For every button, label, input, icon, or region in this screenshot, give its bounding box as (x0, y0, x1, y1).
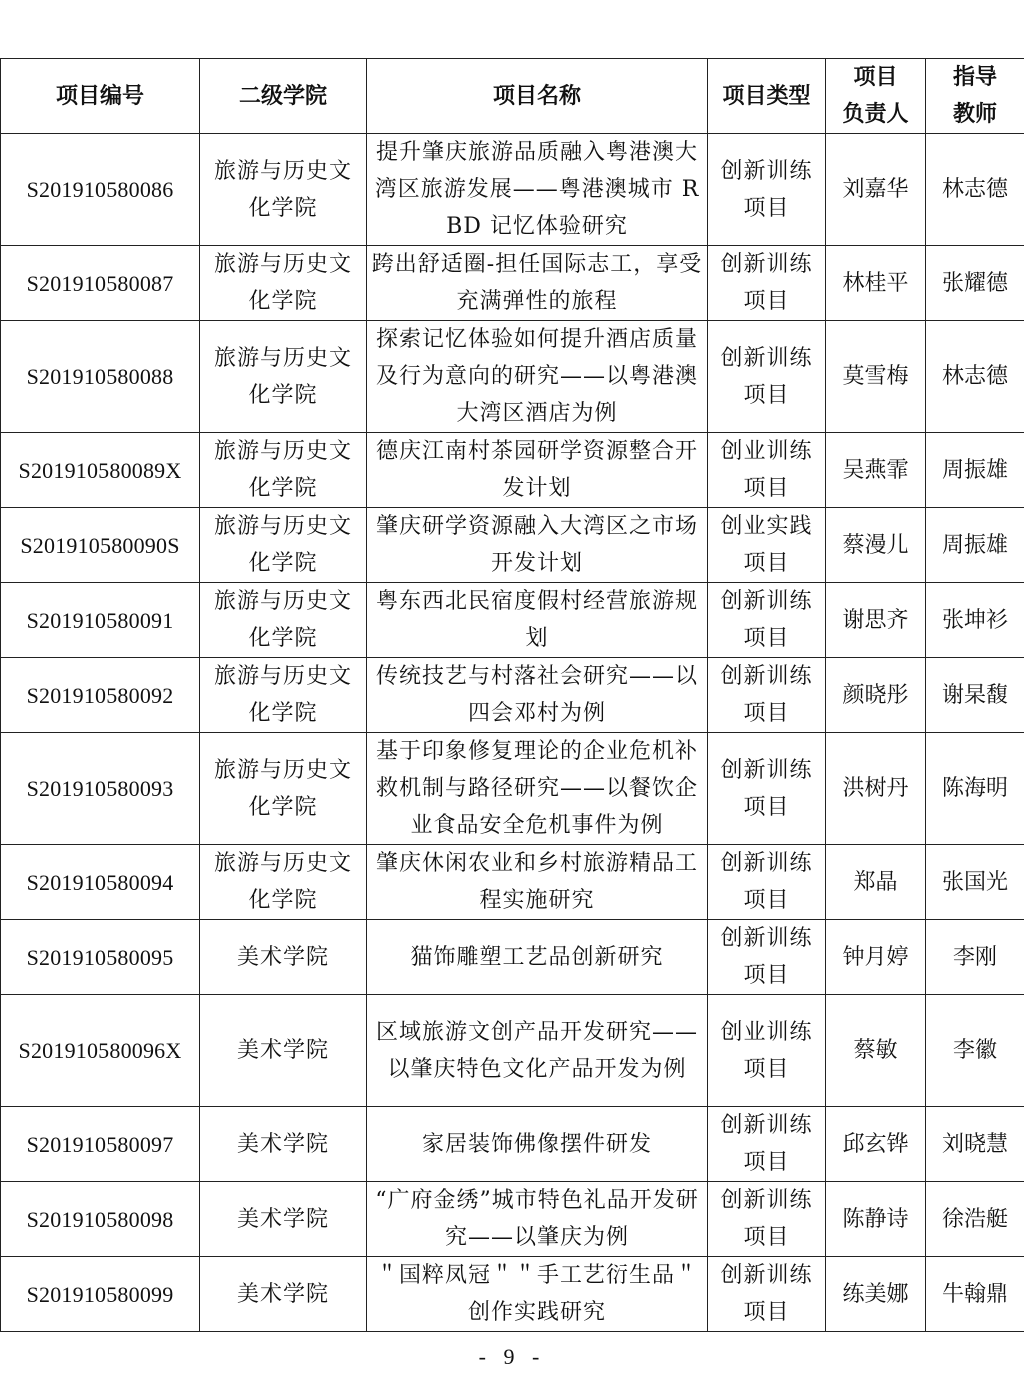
table-header-row (1, 59, 1024, 134)
project-name: 猫饰雕塑工艺品创新研究 (367, 920, 708, 995)
project-name: 粤东西北民宿度假村经营旅游规划 (367, 583, 708, 658)
project-code: S201910580096X (1, 995, 200, 1107)
college-name: 美术学院 (200, 920, 367, 995)
project-code: S201910580089X (1, 433, 200, 508)
table-row (1, 134, 1024, 246)
advisor-teacher: 林志德 (926, 134, 1024, 246)
advisor-teacher: 周振雄 (926, 508, 1024, 583)
project-leader: 林桂平 (826, 246, 926, 321)
project-name: 区域旅游文创产品开发研究——以肇庆特色文化产品开发为例 (367, 995, 708, 1107)
project-name: 家居装饰佛像摆件研发 (367, 1107, 708, 1182)
college-name: 美术学院 (200, 995, 367, 1107)
project-leader: 钟月婷 (826, 920, 926, 995)
project-name: 提升肇庆旅游品质融入粤港澳大湾区旅游发展——粤港澳城市 RBD 记忆体验研究 (367, 134, 708, 246)
advisor-teacher: 张国光 (926, 845, 1024, 920)
project-table (0, 58, 1024, 1332)
project-code: S201910580086 (1, 134, 200, 246)
project-code: S201910580087 (1, 246, 200, 321)
advisor-teacher: 张坤衫 (926, 583, 1024, 658)
table-row (1, 920, 1024, 995)
college-name: 旅游与历史文化学院 (200, 321, 367, 433)
advisor-teacher: 李徽 (926, 995, 1024, 1107)
project-name: 传统技艺与村落社会研究——以四会邓村为例 (367, 658, 708, 733)
project-type: 创新训练项目 (708, 134, 826, 246)
project-name: “广府金绣”城市特色礼品开发研究——以肇庆为例 (367, 1182, 708, 1257)
page-number: - 9 - (478, 1344, 546, 1369)
college-name: 旅游与历史文化学院 (200, 134, 367, 246)
project-leader: 莫雪梅 (826, 321, 926, 433)
project-type: 创新训练项目 (708, 920, 826, 995)
project-leader: 谢思齐 (826, 583, 926, 658)
advisor-teacher: 张耀德 (926, 246, 1024, 321)
advisor-teacher: 谢杲馥 (926, 658, 1024, 733)
header-leader-line2: 负责人 (842, 101, 909, 127)
project-code: S201910580099 (1, 1257, 200, 1332)
table-row (1, 321, 1024, 433)
project-code: S201910580094 (1, 845, 200, 920)
header-teacher-line2: 教师 (952, 101, 997, 127)
project-name: 肇庆研学资源融入大湾区之市场开发计划 (367, 508, 708, 583)
project-leader: 颜晓彤 (826, 658, 926, 733)
table-row (1, 1182, 1024, 1257)
table-row (1, 433, 1024, 508)
project-type: 创新训练项目 (708, 1107, 826, 1182)
college-name: 旅游与历史文化学院 (200, 583, 367, 658)
project-type: 创新训练项目 (708, 321, 826, 433)
table-row (1, 995, 1024, 1107)
project-code: S201910580091 (1, 583, 200, 658)
header-college: 二级学院 (200, 59, 367, 134)
table-row (1, 733, 1024, 845)
project-leader: 练美娜 (826, 1257, 926, 1332)
project-code: S201910580097 (1, 1107, 200, 1182)
college-name: 美术学院 (200, 1182, 367, 1257)
project-type: 创新训练项目 (708, 246, 826, 321)
college-name: 美术学院 (200, 1257, 367, 1332)
project-leader: 邱玄铧 (826, 1107, 926, 1182)
project-type: 创新训练项目 (708, 733, 826, 845)
project-type: 创业实践项目 (708, 508, 826, 583)
table-row (1, 246, 1024, 321)
project-type: 创业训练项目 (708, 433, 826, 508)
project-leader: 郑晶 (826, 845, 926, 920)
project-type: 创业训练项目 (708, 995, 826, 1107)
project-code: S201910580098 (1, 1182, 200, 1257)
college-name: 旅游与历史文化学院 (200, 246, 367, 321)
project-type: 创新训练项目 (708, 583, 826, 658)
project-code: S201910580092 (1, 658, 200, 733)
table-row (1, 845, 1024, 920)
project-type: 创新训练项目 (708, 845, 826, 920)
advisor-teacher: 牛翰鼎 (926, 1257, 1024, 1332)
project-leader: 蔡漫儿 (826, 508, 926, 583)
advisor-teacher: 林志德 (926, 321, 1024, 433)
project-name: 基于印象修复理论的企业危机补救机制与路径研究——以餐饮企业食品安全危机事件为例 (367, 733, 708, 845)
header-teacher-line1: 指导 (952, 64, 997, 90)
project-name: 跨出舒适圈-担任国际志工，享受充满弹性的旅程 (367, 246, 708, 321)
project-name: 探索记忆体验如何提升酒店质量及行为意向的研究——以粤港澳大湾区酒店为例 (367, 321, 708, 433)
college-name: 旅游与历史文化学院 (200, 733, 367, 845)
table-row (1, 658, 1024, 733)
advisor-teacher: 陈海明 (926, 733, 1024, 845)
college-name: 旅游与历史文化学院 (200, 658, 367, 733)
project-code: S201910580095 (1, 920, 200, 995)
header-leader-line1: 项目 (853, 64, 898, 90)
project-leader: 洪树丹 (826, 733, 926, 845)
college-name: 旅游与历史文化学院 (200, 508, 367, 583)
project-leader: 刘嘉华 (826, 134, 926, 246)
project-name: ＂国粹凤冠＂＂手工艺衍生品＂创作实践研究 (367, 1257, 708, 1332)
project-type: 创新训练项目 (708, 1257, 826, 1332)
table-row (1, 1257, 1024, 1332)
college-name: 美术学院 (200, 1107, 367, 1182)
project-code: S201910580093 (1, 733, 200, 845)
project-leader: 陈静诗 (826, 1182, 926, 1257)
project-code: S201910580088 (1, 321, 200, 433)
header-type: 项目类型 (708, 59, 826, 134)
project-leader: 吴燕霏 (826, 433, 926, 508)
advisor-teacher: 刘晓慧 (926, 1107, 1024, 1182)
header-teacher (926, 59, 1024, 134)
project-leader: 蔡敏 (826, 995, 926, 1107)
table-row (1, 1107, 1024, 1182)
college-name: 旅游与历史文化学院 (200, 433, 367, 508)
project-type: 创新训练项目 (708, 658, 826, 733)
header-leader (826, 59, 926, 134)
table-row (1, 508, 1024, 583)
advisor-teacher: 李刚 (926, 920, 1024, 995)
project-code: S201910580090S (1, 508, 200, 583)
advisor-teacher: 徐浩艇 (926, 1182, 1024, 1257)
college-name: 旅游与历史文化学院 (200, 845, 367, 920)
project-name: 德庆江南村茶园研学资源整合开发计划 (367, 433, 708, 508)
table-row (1, 583, 1024, 658)
project-name: 肇庆休闲农业和乡村旅游精品工程实施研究 (367, 845, 708, 920)
project-type: 创新训练项目 (708, 1182, 826, 1257)
advisor-teacher: 周振雄 (926, 433, 1024, 508)
header-code: 项目编号 (1, 59, 200, 134)
header-name: 项目名称 (367, 59, 708, 134)
